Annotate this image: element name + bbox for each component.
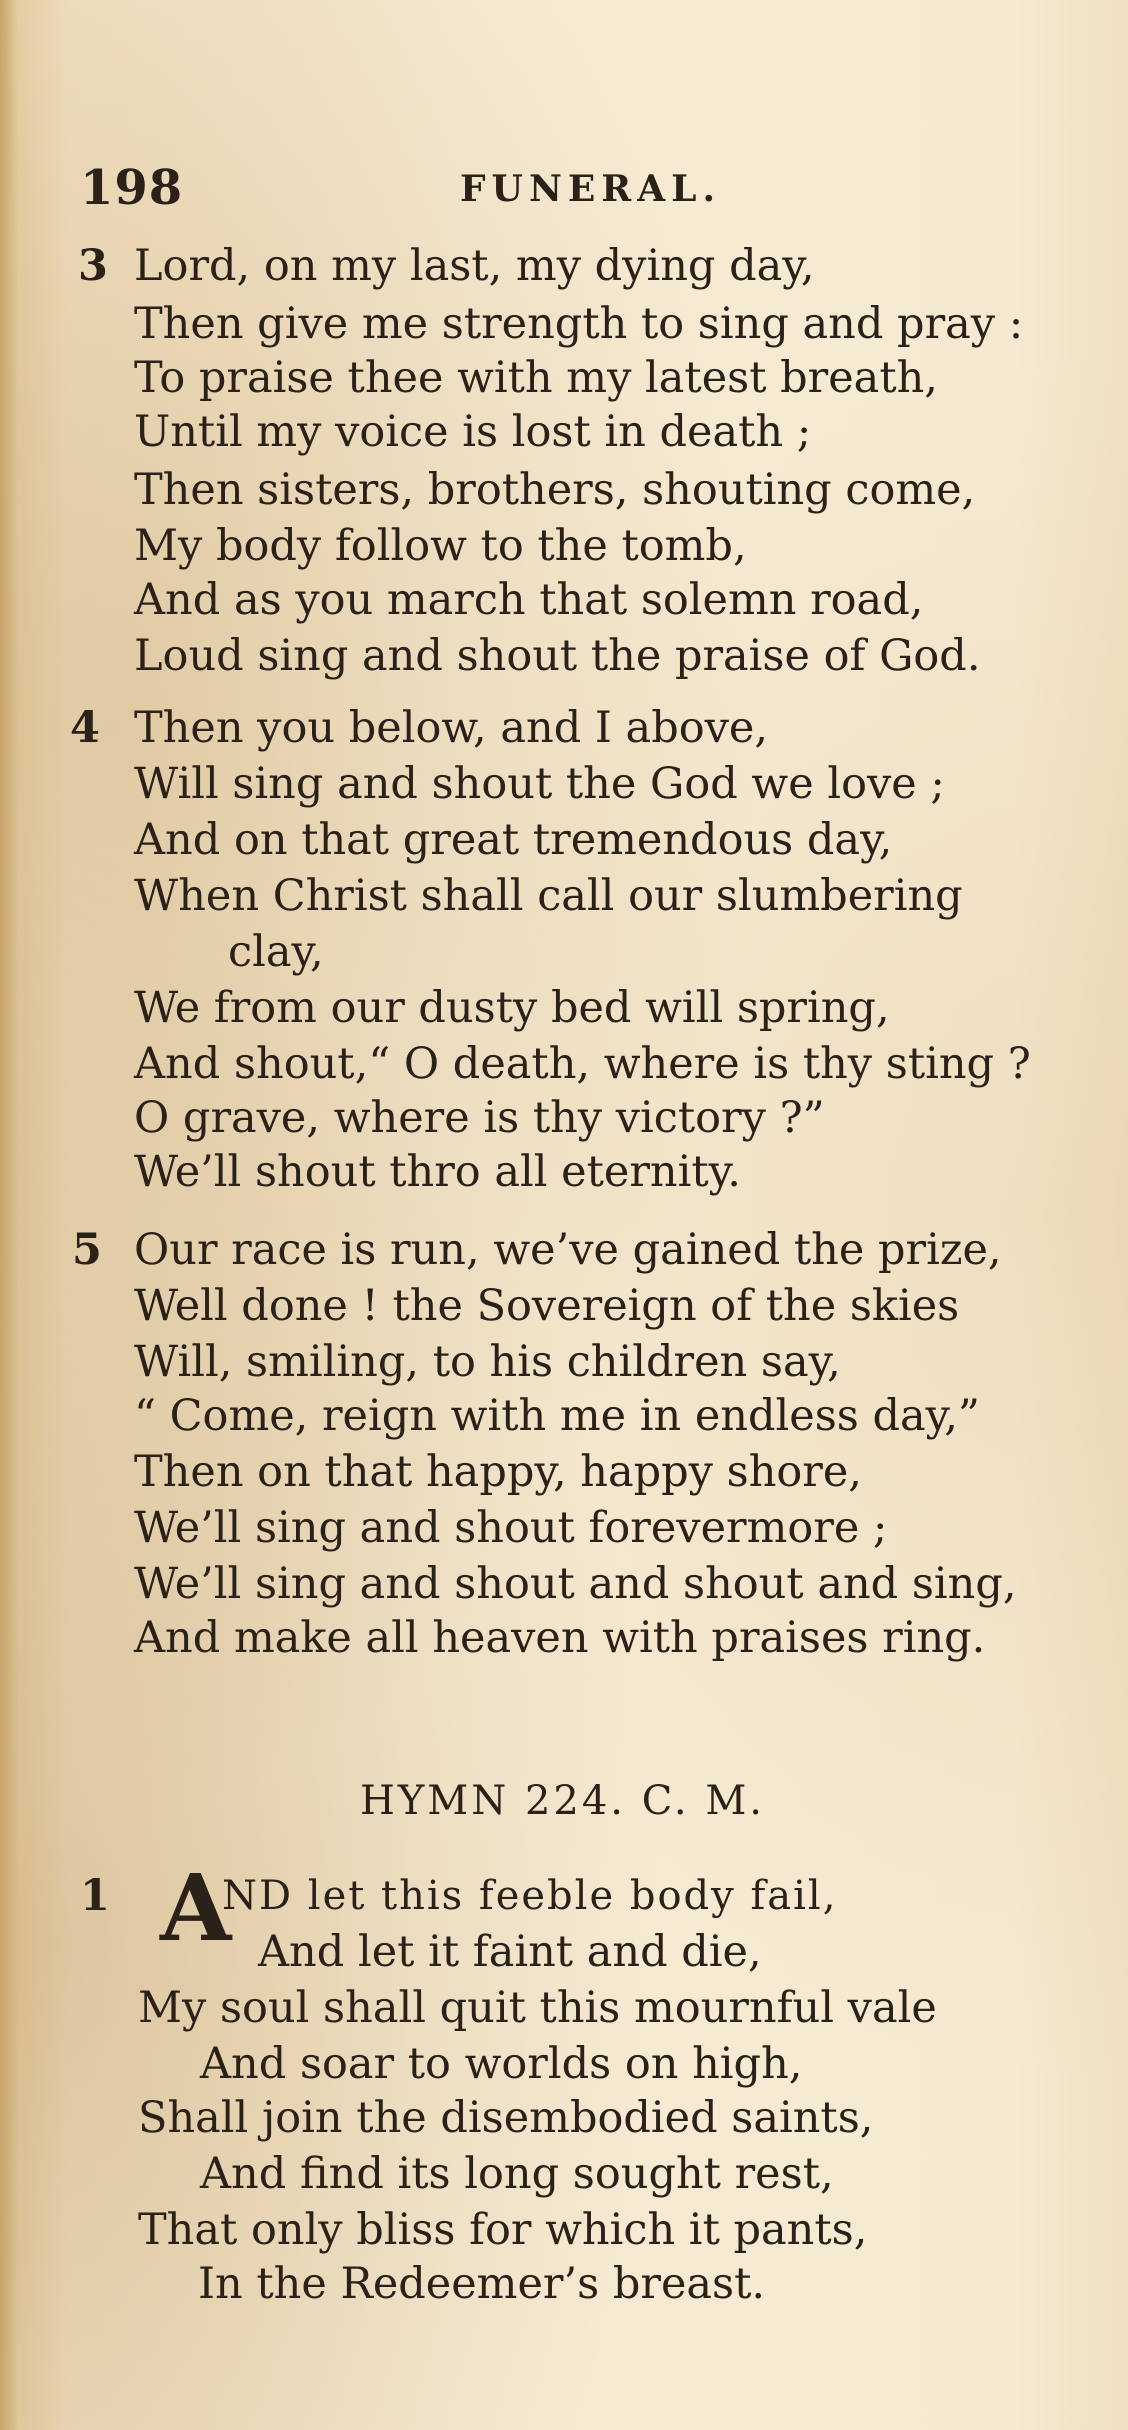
verse-line: We’ll shout thro all eternity. <box>134 1147 741 1197</box>
verse-line: Loud sing and shout the praise of God. <box>134 631 981 681</box>
verse-line: My soul shall quit this mournful vale <box>138 1983 937 2033</box>
verse-line: And shout,“ O death, where is thy sting ? <box>134 1039 1031 1089</box>
verse-line: Will, smiling, to his children say, <box>134 1337 841 1387</box>
verse-line: Then sisters, brothers, shouting come, <box>134 465 976 515</box>
stanza-number: 4 <box>70 703 100 753</box>
verse-line: “ Come, reign with me in endless day,” <box>134 1391 980 1441</box>
stanza-number: 3 <box>78 241 108 291</box>
verse-line: Then on that happy, happy shore, <box>134 1447 862 1497</box>
verse-line: In the Redeemer’s breast. <box>198 2259 766 2309</box>
verse-line: Will sing and shout the God we love ; <box>134 759 945 809</box>
verse-line: We’ll sing and shout forevermore ; <box>134 1503 888 1553</box>
page-header <box>80 160 1080 220</box>
verse-line: O grave, where is thy victory ?” <box>134 1093 825 1143</box>
verse-line: Our race is run, we’ve gained the prize, <box>134 1225 1002 1275</box>
verse-line: And as you march that solemn road, <box>134 575 924 625</box>
stanza-number: 5 <box>72 1225 102 1275</box>
verse-line: That only bliss for which it pants, <box>138 2205 868 2255</box>
verse-line: My body follow to the tomb, <box>134 521 747 571</box>
running-head: FUNERAL. <box>460 168 721 210</box>
verse-line: To praise thee with my latest breath, <box>134 353 938 403</box>
stanza-number: 1 <box>80 1871 110 1921</box>
verse-line: We from our dusty bed will spring, <box>134 983 890 1033</box>
verse-line: Well done ! the Sovereign of the skies <box>134 1281 960 1331</box>
verse-line: Until my voice is lost in death ; <box>134 407 812 457</box>
page-number: 198 <box>80 160 184 216</box>
verse-line: We’ll sing and shout and shout and sing, <box>134 1559 1017 1609</box>
verse-line: And on that great tremendous day, <box>134 815 893 865</box>
page-edge-shading <box>0 0 18 2430</box>
verse-line: And find its long sought rest, <box>200 2149 834 2199</box>
drop-cap: A <box>160 1854 232 1962</box>
verse-line: And make all heaven with praises ring. <box>134 1613 986 1663</box>
verse-line: clay, <box>228 927 324 977</box>
verse-line: When Christ shall call our slumbering <box>134 871 963 921</box>
verse-line: And let it faint and die, <box>258 1927 762 1977</box>
verse-line: And soar to worlds on high, <box>200 2039 803 2089</box>
verse-line: Shall join the disembodied saints, <box>138 2093 874 2143</box>
verse-line: Then you below, and I above, <box>134 703 769 753</box>
verse-line: Then give me strength to sing and pray : <box>134 299 1024 349</box>
verse-line: ND let this feeble body fail, <box>222 1873 838 1919</box>
hymn-title: HYMN 224. C. M. <box>360 1778 766 1824</box>
verse-line: Lord, on my last, my dying day, <box>134 241 815 291</box>
